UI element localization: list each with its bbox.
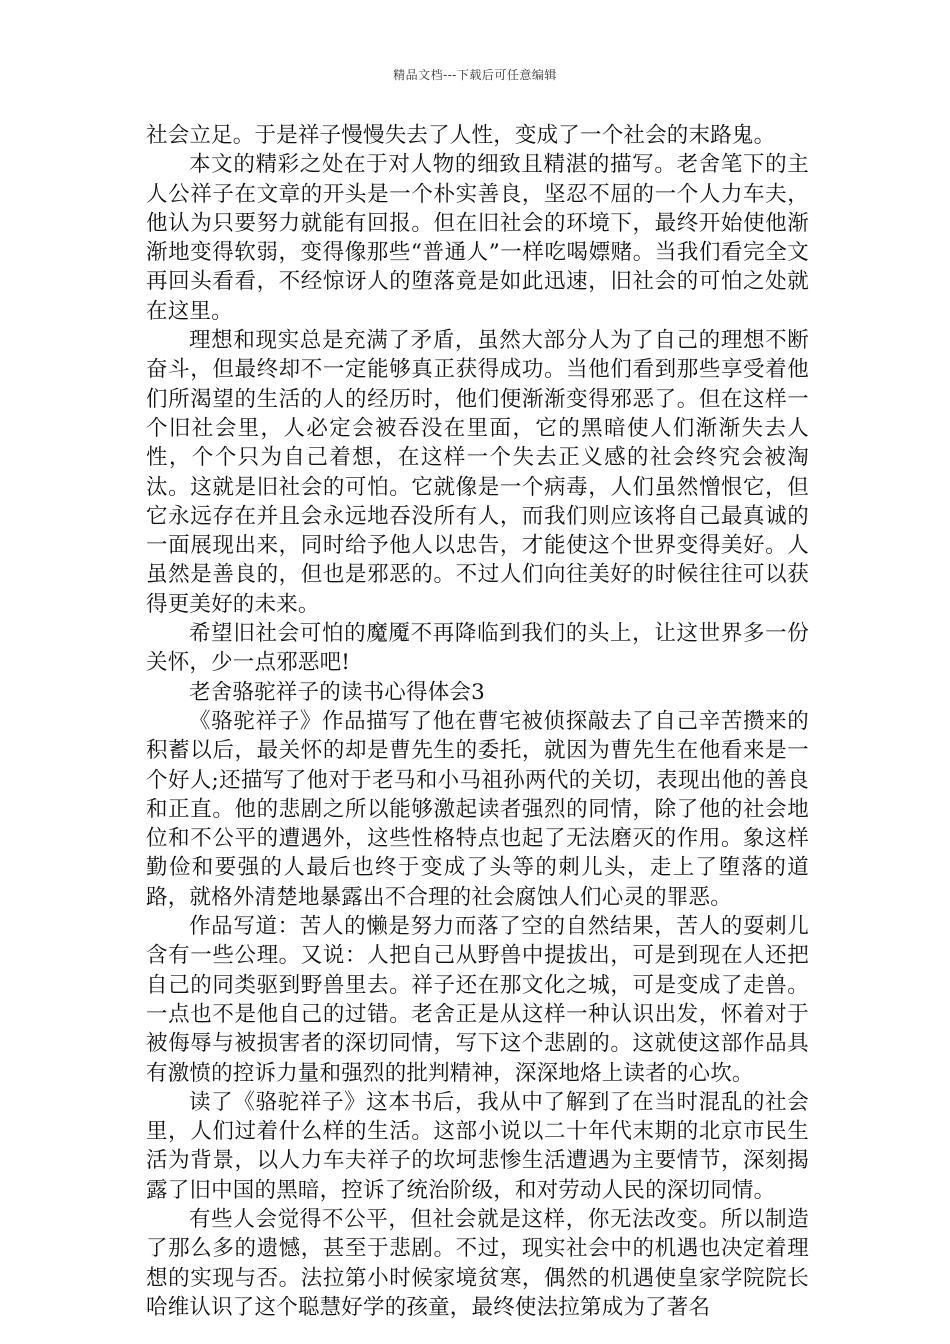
- paragraph: 本文的精彩之处在于对人物的细致且精湛的描写。老舍笔下的主人公祥子在文章的开头是一个朴实善良，坚忍不屈的一个人力车夫，他认为只要努力就能有回报。但在旧社会的环境下，最终开始使他渐渐地变得软弱，变得像那些“普通人”一样吃喝嫖赌。当我们看完全文再回头看看，不经惊讶人的堕落竟是如此迅速，旧社会的可怕之处就在这里。: [146, 152, 809, 324]
- paragraph: 社会立足。于是祥子慢慢失去了人性，变成了一个社会的末路鬼。: [146, 123, 776, 148]
- paragraph: 读了《骆驼祥子》这本书后，我从中了解到了在当时混乱的社会里，人们过着什么样的生活。这部小说以二十年代末期的北京市民生活为背景，以人力车夫祥子的坎坷悲惨生活遭遇为主要情节，深刻揭露了旧中国的黑暗，控诉了统治阶级，和对劳动人民的深切同情。: [146, 1089, 809, 1203]
- paragraph: 希望旧社会可怕的魔魇不再降临到我们的头上，让这世界多一份关怀，少一点邪恶吧!: [146, 621, 809, 676]
- paragraph: 理想和现实总是充满了矛盾，虽然大部分人为了自己的理想不断奋斗，但最终却不一定能够真正获得成功。当他们看到那些享受着他们所渴望的生活的人的经历时，他们便渐渐变得邪恶了。但在这样一个旧社会里，人必定会被吞没在里面，它的黑暗使人们渐渐失去人性，个个只为自己着想，在这样一个失去正义感的社会终究会被淘汰。这就是旧社会的可怕。它就像是一个病毒，人们虽然憎恨它，但它永远存在并且会永远地吞没所有人，而我们则应该将自己最真诚的一面展现出来，同时给予他人以忠告，才能使这个世界变得美好。人虽然是善良的，但也是邪恶的。不过人们向往美好的时候往往可以获得更美好的未来。: [146, 328, 809, 617]
- document-body: [146, 121, 809, 1322]
- paragraph: 《骆驼祥子》作品描写了他在曹宅被侦探敲去了自己辛苦攒来的积蓄以后，最关怀的却是曹先生的委托，就因为曹先生在他看来是一个好人;还描写了他对于老马和小马祖孙两代的关切，表现出他的善良和正直。他的悲剧之所以能够激起读者强烈的同情，除了他的社会地位和不公平的遭遇外，这些性格特点也起了无法磨灭的作用。象这样勤俭和要强的人最后也终于变成了头等的刺儿头，走上了堕落的道路，就格外清楚地暴露出不合理的社会腐蚀人们心灵的罪恶。: [146, 708, 809, 910]
- page-header: 精品文档---下载后可任意编辑: [393, 68, 557, 82]
- paragraph: 有些人会觉得不公平，但社会就是这样，你无法改变。所以制造了那么多的遗憾，甚至于悲剧。不过，现实社会中的机遇也决定着理想的实现与否。法拉第小时候家境贫寒，偶然的机遇使皇家学院院长哈维认识了这个聪慧好学的孩童，最终使法拉第成为了著名: [146, 1206, 809, 1320]
- paragraph: 作品写道：苦人的懒是努力而落了空的自然结果，苦人的耍刺儿含有一些公理。又说：人把自己从野兽中提拔出，可是到现在人还把自己的同类驱到野兽里去。祥子还在那文化之城，可是变成了走兽。一点也不是他自己的过错。老舍正是从这样一种认识出发，怀着对于被侮辱与被损害者的深切同情，写下这个悲剧的。这就使这部作品具有激愤的控诉力量和强烈的批判精神，深深地烙上读者的心坎。: [146, 914, 809, 1086]
- section-heading: 老舍骆驼祥子的读书心得体会3: [189, 679, 485, 705]
